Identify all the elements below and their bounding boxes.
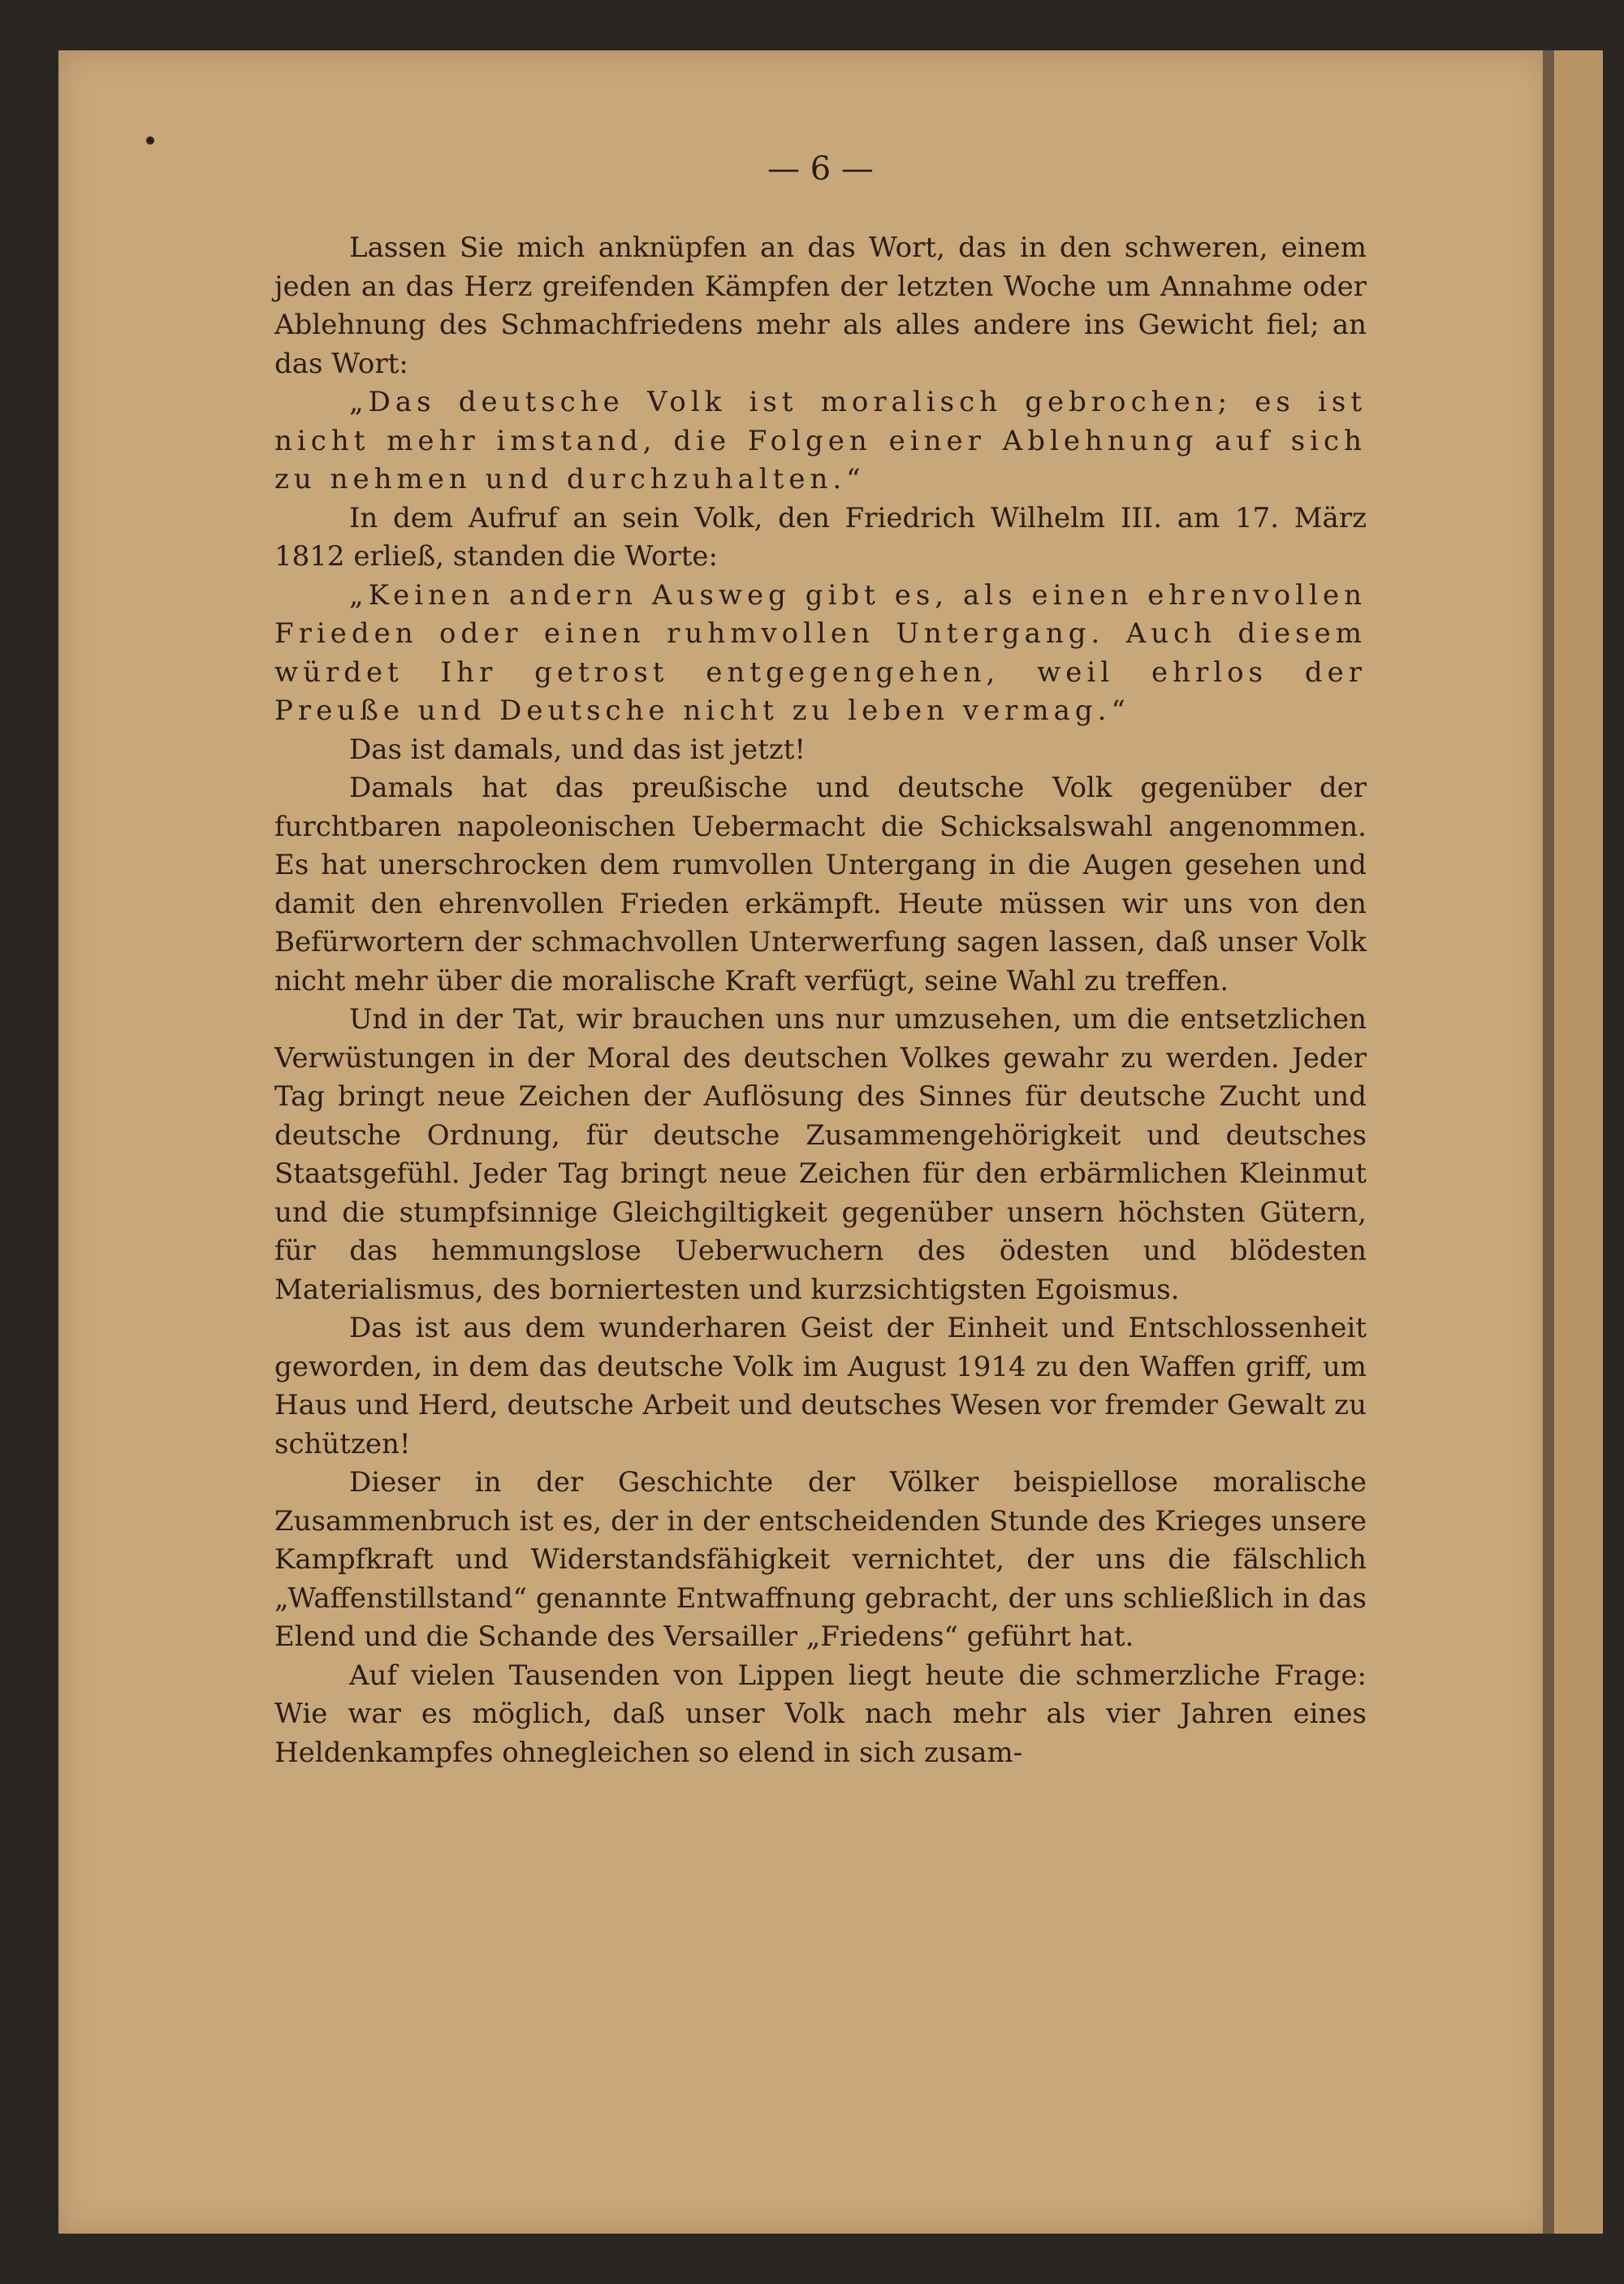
- paragraph-damals: Damals hat das preußische und deutsche Volk gegenüber der furchtbaren napoleonischen Uebermacht die Schicksalswahl angenommen. Es hat unerschrocken dem rumvollen Untergang in die Augen gesehen und damit den ehrenvollen Frieden erkämpft. Heute müssen wir uns von den Befürwortern der schmachvollen Unterwerfung sagen lassen, daß unser Volk nicht mehr über die moralische Kraft verfügt, seine Wahl zu treffen.: [274, 772, 1367, 997]
- ink-spot: [146, 136, 154, 145]
- quote-keinen-andern-ausweg: „Keinen andern Ausweg gibt es, als einen ehrenvollen Frieden oder einen ruhmvollen Untergang. Auch diesem würdet Ihr getrost entgegengehen, weil ehrlos der Preuße und Deutsche nicht zu leben vermag.“: [274, 578, 1367, 727]
- quote-moralisch-gebrochen: „Das deutsche Volk ist moralisch gebrochen; es ist nicht mehr imstand, die Folgen einer Ablehnung auf sich zu nehmen und durchzuhalten.“: [274, 386, 1367, 495]
- paragraph-zusammenbruch: Dieser in der Geschichte der Völker beispiellose moralische Zusammenbruch ist es, der in der entscheidenden Stunde des Krieges unsere Kampfkraft und Widerstandsfähigkeit vernichtet, der uns die fälschlich „Waffenstillstand“ genannte Entwaffnung gebracht, der uns schließlich in das Elend und die Schande des Versailler „Friedens“ geführt hat.: [274, 1466, 1367, 1653]
- page-text: [274, 145, 1367, 1772]
- paragraph-frage: Auf vielen Tausenden von Lippen liegt heute die schmerzliche Frage: Wie war es möglich, daß unser Volk nach mehr als vier Jahren eines Heldenkampfes ohnegleichen so elend in sich zusam-: [274, 1659, 1367, 1769]
- page-number: — 6 —: [767, 150, 874, 188]
- paragraph-damals-jetzt: Das ist damals, und das ist jetzt!: [349, 733, 806, 766]
- paragraph-und-in-der-tat: Und in der Tat, wir brauchen uns nur umzusehen, um die entsetzlichen Verwüstungen in der Moral des deutschen Volkes gewahr zu werden. Jeder Tag bringt neue Zeichen der Auflösung des Sinnes für deutsche Zucht und deutsche Ordnung, für deutsche Zusammengehörigkeit und deutsches Staatsgefühl. Jeder Tag bringt neue Zeichen für den erbärmlichen Kleinmut und die stumpfsinnige Gleichgiltigkeit gegenüber unsern höchsten Gütern, für das hemmungslose Ueberwuchern des ödesten und blödesten Materialismus, des borniertesten und kurzsichtigsten Egoismus.: [274, 1003, 1367, 1306]
- paragraph-aufruf: In dem Aufruf an sein Volk, den Friedrich Wilhelm III. am 17. März 1812 erließ, standen die Worte:: [274, 501, 1367, 573]
- paragraph-1: Lassen Sie mich anknüpfen an das Wort, das in den schweren, einem jeden an das Herz greifenden Kämpfen der letzten Woche um Annahme oder Ablehnung des Schmachfriedens mehr als alles andere ins Gewicht fiel; an das Wort:: [274, 231, 1367, 380]
- paragraph-geist-der-einheit: Das ist aus dem wunderharen Geist der Einheit und Entschlossenheit geworden, in dem das deutsche Volk im August 1914 zu den Waffen griff, um Haus und Herd, deutsche Arbeit und deutsches Wesen vor fremder Gewalt zu schützen!: [274, 1312, 1367, 1460]
- next-page-edge: [1554, 50, 1603, 2234]
- book-spine: [1543, 50, 1554, 2234]
